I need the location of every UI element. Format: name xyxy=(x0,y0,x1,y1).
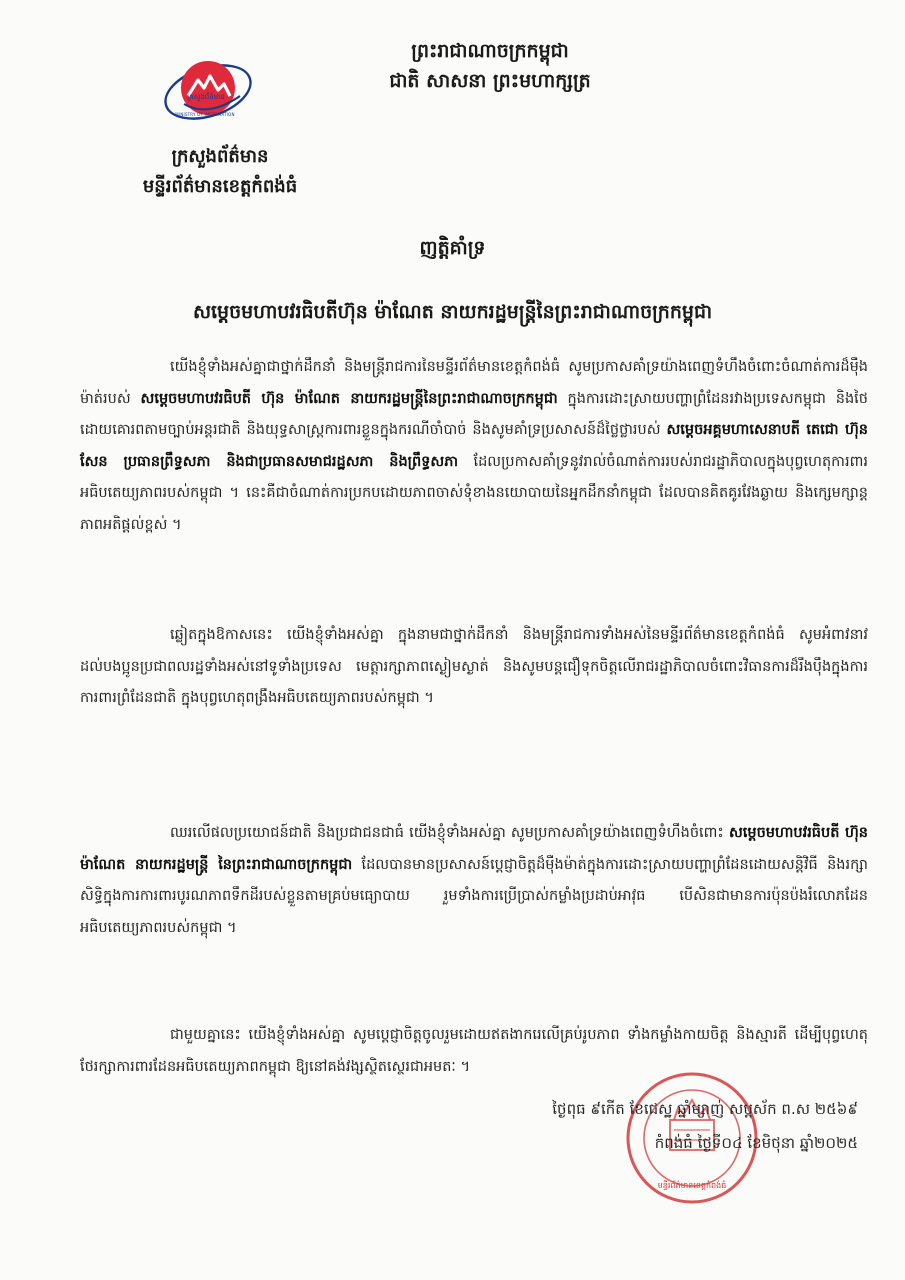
document-type-title: ញត្តិគាំទ្រ xyxy=(419,237,486,259)
motto-line-nation: ជាតិ សាសនា ព្រះមហាក្សត្រ xyxy=(389,70,591,92)
ministry-name: ក្រសួងព័ត៌មាន xyxy=(171,146,269,167)
department-name: មន្ទីរព័ត៌មានខេត្តកំពង់ធំ xyxy=(142,176,298,197)
paragraph-4-text: ជាមួយគ្នានេះ យើងខ្ញុំទាំងអស់គ្នា សូមប្ដេជ្ញាចិត្តចូលរួមដោយឥតងាករេលើគ្រប់រូបភាព ទាំងកម្លាំងកាយចិត្ត និងស្មារតី ដើម្បីបុព្វហេតុថែរក្សាការពារដែនអធិបតេយ្យភាពកម្ពុជា ឱ្យនៅគង់វង្សស្ថិតស្ថេរជាអមតៈ ។ xyxy=(80,1027,868,1075)
paragraph-3-text-b: ដែលបានមានប្រសាសន៍ប្ដេជ្ញាចិត្តដ៏ម៉ឺងម៉ាត់ក្នុងការដោះស្រាយបញ្ហាព្រំដែនដោយសន្តិវិធី និងរក្សាសិទ្ធិក្នុងការការពារបូរណភាពទឹកដីរបស់ខ្លួនតាមគ្រប់មធ្យោបាយ រួមទាំងការប្រើប្រាស់កម្លាំងប្រដាប់អាវុធ បើសិនជាមានការប៉ុនប៉ងរំលោភដែនអធិបតេយ្យភាពរបស់កម្ពុជា ។ xyxy=(80,856,868,936)
paragraph-1-text-b: ក្នុងការដោះស្រាយបញ្ហាព្រំដែនរវាងប្រទេសកម្ពុជា និងថៃ ដោយគោរពតាមច្បាប់អន្តរជាតិ និងយុទ្ធសាស្ត្រការពារខ្លួនក្នុងករណីចាំបាច់ និងសូមគាំទ្រប្រសាសន៍ដ៏ថ្លៃថ្លារបស់ xyxy=(80,390,868,439)
logo-label-en: MINISTRY OF INFORMATION xyxy=(175,112,235,117)
paragraph-2-text: ឆ្លៀតក្នុងឱកាសនេះ យើងខ្ញុំទាំងអស់គ្នា ក្នុងនាមជាថ្នាក់ដឹកនាំ និងមន្ត្រីរាជការទាំងអស់នៃមន្ទីរព័ត៌មានខេត្តកំពង់ធំ សូមអំពាវនាវដល់បងប្អូនប្រជាពលរដ្ឋទាំងអស់នៅទូទាំងប្រទេស មេត្តារក្សាភាពស្ងៀមស្ងាត់ និងសូមបន្តជឿទុកចិត្តលើរាជរដ្ឋាភិបាលចំពោះវិធានការដ៏រឹងប៉ឹងក្នុងការការពារព្រំដែនជាតិ ក្នុងបុព្វហេតុពង្រឹងអធិបតេយ្យភាពរបស់កម្ពុជា ។ xyxy=(80,627,868,707)
date-block xyxy=(440,1092,858,1160)
paragraph-2 xyxy=(80,620,868,715)
paragraph-1-text-a: យើងខ្ញុំទាំងអស់គ្នាជាថ្នាក់ដឹកនាំ និងមន្ត្រីរាជការនៃមន្ទីរព័ត៌មានខេត្តកំពង់ធំ សូមប្រកាសគាំទ្រយ៉ាងពេញទំហឹងចំពោះចំណាត់ការដ៏ម៉ឺងម៉ាត់របស់ xyxy=(80,359,868,407)
paragraph-1-bold-a: សម្ដេចមហាបវរធិបតី ហ៊ុន ម៉ាណែត នាយករដ្ឋមន្ត្រីនៃព្រះរាជាណាចក្រកម្ពុជា xyxy=(140,390,558,407)
paragraph-3-bold-a: សម្ដេចមហាបវរធិបតី ហ៊ុន ម៉ាណែត នាយករដ្ឋមន្ត្រី នៃព្រះរាជាណាចក្រកម្ពុជា xyxy=(80,825,868,873)
paragraph-1-bold-b: សម្ដេចអគ្គមហាសេនាបតី តេជោ ហ៊ុន សែន ប្រធានព្រឹទ្ធសភា និងជាប្រធានសមាជរដ្ឋសភា និងព្រឹទ្ធសភា xyxy=(80,422,868,470)
logo-label: ក្រសួងព័ត៌មាន xyxy=(187,93,225,101)
lunar-date: ថ្ងៃពុធ ៩កើត ខែជេស្ឋ ឆ្នាំម្សាញ់ សប្តស័ក ព.ស ២៥៦៩ xyxy=(552,1100,858,1118)
seal-caption: មន្ទីរព័ត៌មានខេត្តកំពង់ធំ xyxy=(657,1181,727,1190)
paragraph-1 xyxy=(80,352,868,542)
paragraph-3-text-a: ឈរលើផលប្រយោជន៍ជាតិ និងប្រជាជនជាធំ យើងខ្ញុំទាំងអស់គ្នា សូមប្រកាសគាំទ្រយ៉ាងពេញទំហឹងចំពោះ xyxy=(170,825,729,841)
document-subject: សម្ដេចមហាបវរធិបតីហ៊ុន ម៉ាណែត នាយករដ្ឋមន្ត្រីនៃព្រះរាជាណាចក្រកម្ពុជា xyxy=(192,301,713,323)
motto-line-kingdom: ព្រះរាជាណាចក្រកម្ពុជា xyxy=(411,40,569,62)
paragraph-1-text-c: ដែលប្រកាសគាំទ្រនូវរាល់ចំណាត់ការរបស់រាជរដ្ឋាភិបាលក្នុងបុព្វហេតុការពារអធិបតេយ្យភាពរបស់កម្ពុជា ។ នេះគឺជាចំណាត់ការប្រកបដោយភាពចាស់ទុំខាងនយោបាយនៃអ្នកដឹកនាំកម្ពុជា ដែលបានគិតគូរវែងឆ្ងាយ និងក្សេមក្សាន្តភាពអតិផ្ដល់ខ្ពស់ ។ xyxy=(80,453,868,533)
national-motto xyxy=(340,36,640,96)
solar-date: កំពង់ធំ ថ្ងៃទី០៤ ខែមិថុនា ឆ្នាំ២០២៥ xyxy=(654,1134,858,1152)
issuing-ministry xyxy=(90,142,350,202)
paragraph-3 xyxy=(80,818,868,944)
